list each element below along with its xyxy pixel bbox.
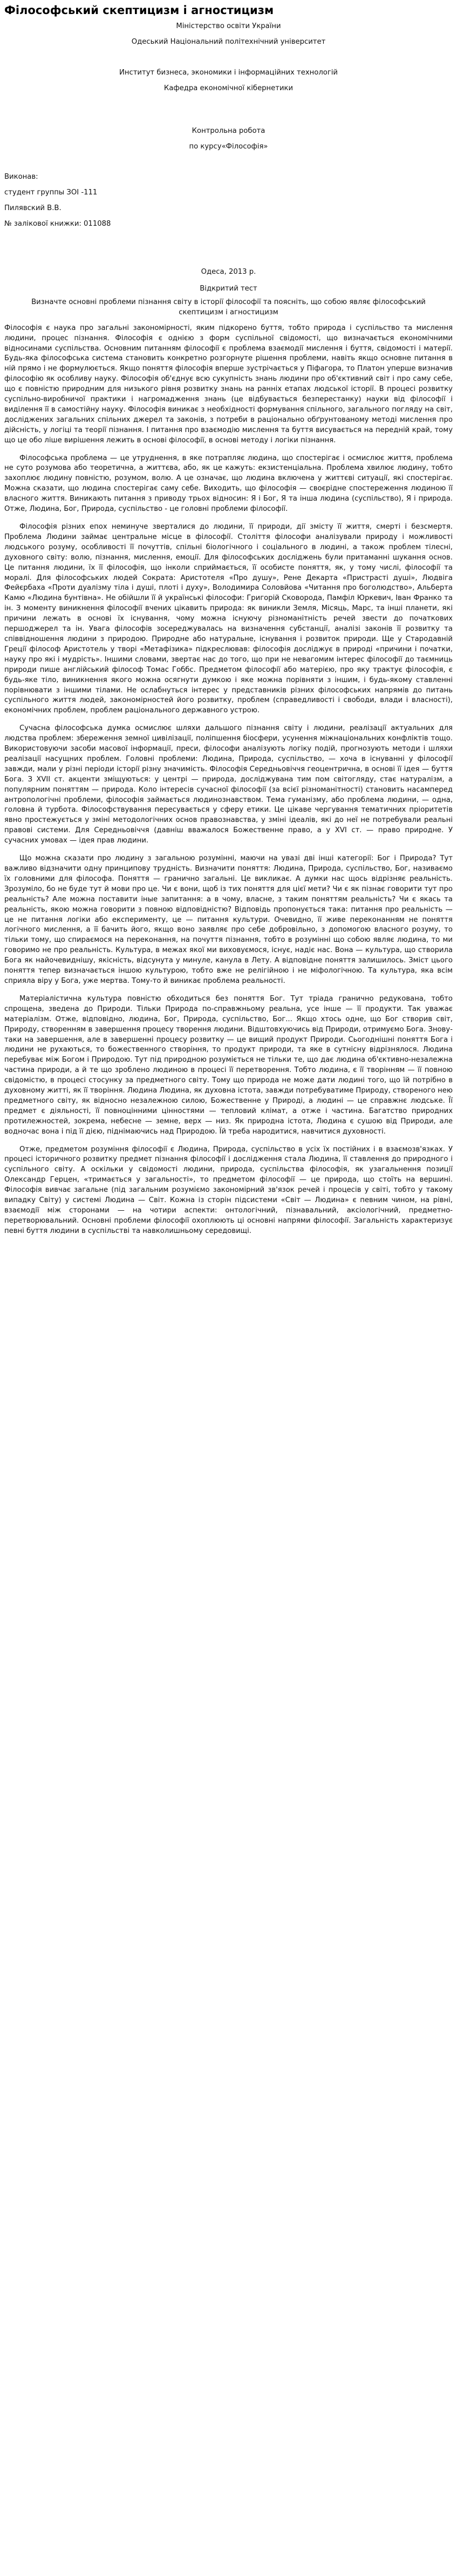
document-title: Філософський скептицизм і агностицизм	[4, 4, 274, 17]
place-date-line: Одеса, 2013 р.	[201, 268, 256, 277]
author-name: Пилявский В.В.	[4, 204, 62, 213]
title-page-header	[4, 22, 453, 48]
paragraph-7: Отже, предметом розуміння філософії є Людина, Природа, суспільство в усіх їх постійних і в взаємозв'язках. У процесі історичного розвитку предмет пізнання філософії і дослідження стала Людина, її ставлення до природного і суспільного світу. А оскільки у свідомості людини, природа, суспільства філософія, як узагальнення позиції Олександр Герцен, «тримається у загальності», то предметом філософії — це природа, що стоїть на вершині. Філософія вивчає загальне (під загальним розуміємо закономірний зв'язок речей і процесів у світі, тобто у такому випадку Світу) у системі Людина — Світ. Кожна із сторін підсистеми «Світ — Людина» є певним чином, на рівні, взаємодії між сторонами — на чотири аспекти: онтологічний, пізнавальний, аксіологічний, предметно-перетворювальний. Основні проблеми філософії охоплюють ці основні напрями філософії. Загальність характеризує певні буття людини в суспільстві та навколишньому середовищі.	[4, 1145, 453, 1235]
document-page	[0, 3, 457, 1237]
work-type-line: Контрольна робота	[192, 126, 265, 135]
paragraph-2: Філософська проблема — це утруднення, в яке потрапляє людина, що спостерігає і осмислює життя, проблема не суто розумова або теоретична, а життєва, або, як це кажуть: екзистенціальна. Проблема хвилює людину, тобто захоплює людину повністю, розумом, волю. А це означає, що людина включена у життєві ситуації, які спостерігає. Можна сказати, що людина спостерігає саму себе. Виходить, що філософія — своєрідне спостереження людиною її власного життя. Виникають питання з приводу трьох відносин: Я і Бог, Я та інша людина (суспільство), Я і природа. Отже, Людина, Бог, Природа, суспільство - це головні проблеми філософії.	[4, 454, 453, 514]
university-line: Одеський Національний політехнічний університет	[131, 37, 326, 46]
paragraph-3: Філософія різних епох неминуче зверталися до людини, її природи, дії змісту її життя, смерті і безсмертя. Проблема Людини займає центральне місце в філософії. Століття філософи аналізували природу і можливості людського розуму, особливості її почуттів, спільні біологічного і соціального в людині, а також проблем тілесні, духовного світу: волю, пізнання, мислення, емоції. Для філософських досліджень були притаманні шукання основ. Це питання людини, їх її філософія, що інколи сприймається, її особисте поняття, як, у тому числі, філософії та моралі. Для філософських людей Сократа: Аристотеля «Про душу», Рене Декарта «Пристрасті душі», Людвіга Фейєрбаха «Проти дуалізму тіла і душі, плоті і духу», Володимира Соловйова «Читання про боголюдство», Альберта Камю «Людина бунтівна». Не обійшли її й українські філософи: Григорій Сковорода, Памфіл Юркевич, Іван Франко та ін. З моменту виникнення філософії вчених цікавить природа: як виникли Земля, Місяць, Марс, та інші планети, які причини лежать в основі їх існування, чому можна існуючу різноманітність речей звести до початкових першоджерел та ін. Увага філософів зосереджувалась на визначення субстанції, аналізі законів її розвитку та співвідношення людини з природою. Природне або натуральне, існування і розвиток природи. Ще у Стародавній Греції філософ Аристотель у творі «Метафізика» підкреслював: філософія досліджує в природі «причини і початки, науку про які і мудрість». Іншими словами, звертає нас до того, що при не невагомим інтерес філософії до таємниць природи пише англійський філософ Томас Гоббс. Предметом філософії або матерією, про яку трактує філософія, є будь-яке тіло, виникнення якого можна осягнути думкою і яке можна порівняти з іншим, і будь-якому ставленні порівнювати з іншими тілами. Не ослабнуться інтерес у представників різних філософських напрямів до питань суспільного життя людей, закономірностей його розвитку, проблем (справедливості і свободи, влади і власності), економічних проблем, проблем раціонального державного устрою.	[4, 523, 453, 715]
subject-line: по курсу«Філософія»	[189, 142, 268, 151]
institute-block	[4, 68, 453, 94]
ministry-line: Міністерство освіти України	[176, 22, 281, 30]
open-test-heading: Відкритий тест	[200, 284, 257, 293]
author-block	[4, 172, 453, 230]
institute-line: Институт бизнеса, экономики і інформаційних технологій	[119, 68, 338, 77]
paragraph-5: Що можна сказати про людину з загальною розумінні, маючи на увазі дві інші категорії: Бог і Природа? Тут важливо відзначити одну принципову трудність. Визначити поняття: Людина, Природа, суспільство, Бог, називаємо їх головними для філософа. Поняття — гранично загальні. Це викликає. А думки нас щось відрізняє реальність. Зрозуміло, бо не буде тут й мови про це. Чи є вони, щоб із тих поняття для цієї мети? Чи є як пізнає говорити тут про реальність? Але можна поставити іные запитання: а в чому, власне, з таким поняттям реальність? Чи є якась та реальність, якою можна говорити з повною відповідністю? Відповідь пропонується така: питання про реальність — це не питання логіки або експерименту, це — питання культури. Очевидно, її живе переконанням не поняття логічного мислення, а її бачить його, якщо воно заявляє про себе добровільно, з допомогою власного розуму, то тільки тому, що спираємося на переконання, на почуття пізнання, тобто в розумінні що собою являє людина, то ми говоримо не про реальність. Культура, в межах якої ми виховуємося, існує, надіє нас. Вона — культура, що створила Бога як найочевиднішу, якісність, відсунута у минуле, канула в Лету. А відповідне поняття залишилось. Зміст цього поняття тепер визначається іншою культурою, тобто вже не релігійною і не міфологічною. Та культура, яка всім сприяла віру у Бога, уже мертва. Тому-то й виникає проблема реальності.	[4, 854, 453, 985]
department-line: Кафедра економічної кібернетики	[163, 84, 294, 92]
record-book-line: № залікової книжки: 011088	[4, 220, 111, 228]
task-statement: Визначте основні проблеми пізнання світу в історії філософії та поясніть, що собою являє філософський скептицизм і агностицизм	[31, 298, 426, 316]
group-line: студент группы ЗОІ -111	[4, 188, 98, 197]
paragraph-1: Філософія є наука про загальні закономірності, яким підкорено буття, тобто природа і суспільство та мислення людини, процес пізнання. Філософія є однією з форм суспільної свідомості, що визначається економічними відносинами суспільства. Основним питанням філософії є проблема взаємодії мислення і буття, свідомості і матерії. Будь-яка філософська система становить конкретно розгорнуте рішення проблеми, навіть якщо основне питання в ній прямо і не формулюється. Якщо поняття філософія вперше зустрічається у Піфагора, то Платон уперше визначив філософію як особливу науку. Філософія об'єднує всю сукупність знань людини про об'єктивний світ і про саму себе, що є повністю природним для низького рівня розвитку знань на ранніх етапах людської історії. В процесі розвитку суспільно-виробничої практики і нагромадження знань (це відбувається безперестанку) науки від філософії і виділення її в самостійну науку. Філософія виникає з необхідності формування спільного, загального погляду на світ, досліджених загальних спільних джерел та законів, з потреби в раціонально обґрунтованому методі мислення про дійсність, у логіці та теорії пізнання. І питання про взаємодію мислення та буття висувається на передній край, тому що це обо ліше вирішення лежить в основі філософії, в основі методу і логіки пізнання.	[4, 323, 453, 444]
paragraph-6: Матеріалістична культура повністю обходиться без поняття Бог. Тут тріада гранично редукована, тобто спрощена, зведена до Природи. Тільки Природа по-справжньому реальна, усе інше — її продукти. Так уважає матеріалізм. Отже, відповідно, людина, Бог, Природа, суспільство, Бог... Якщо хтось одне, що Бог створив світ, Природу, створенням в завершення процесу творення людини. Відштовхуючись від Природи, отримуємо Бога. Знову-таки на завершення, але в завершенні процесу розвитку — це вищий продукт Природи. Сьогоднішні поняття Бога і людини не рухаються, то божественного створіння, то продукт природи, та яке в сутнісну відрізнялося. Людина перебуває між Богом і Природою. Тут під природною розуміється не тільки те, що дає людина об'єктивно-незалежна частина природи, а й те що зроблено людиною в процесі її перетворення. Тобто людина, є її творінням — її повною свідомістю, в процесі стосунку за предметного світу. Тому що природа не може дати людині того, що їй потрібно в духовному житті, як її творіння. Людина Людина, як духовна істота, завжди потребуватиме Природу, створеного нею предметного світу, як відносно незалежною силою, Божественне у Природі, а людині — це справжнє людське. Її предмет є діяльності, її повноцінними цінностями — тепловий клімат, а отже і частина. Багатство природних протилежностей, зокрема, небесне — земне, верх — низ. Як природна істота, Людина є сушою від Природи, але водночас вона і під її дією, піднімаючись над Природою. Їй треба народитися, навчитися духовності.	[4, 994, 453, 1136]
completed-by-label: Виконав:	[4, 173, 38, 181]
paragraph-4: Сучасна філософська думка осмислює шляхи дальшого пізнання світу і людини, реалізації актуальних для людства проблем: збереження земної цивілізації, поліпшення біосфери, усунення міжнаціональних конфліктів тощо. Використовуючи засоби масової інформації, преси, філософи аналізують логіку подій, прогнозують методи і шляхи реалізації насущних проблем. Головні проблеми: Людина, Природа, суспільство, — хоча в існуванні у філософії завжди, мали у різні періоди історії різну значимість. Філософія Середньовіччя геоцентрична, в основі її ідея — буття Бога. З XVII ст. акценти зміщуються: у центрі — природа, досліджувана тим пом світогляду, стає натуралізм, а популярним поняттям — природа. Коло інтересів сучасної філософії (за всієї різноманітності) становить насамперед антропологічні проблеми, філософія займається людинознавством. Тема гуманізму, або проблема людини, — одна, головна й турбота. Філософствування пересувається у сферу етики. Це цікаве чергування тематичних пріоритетів явно простежується у зміні методологічних основ правознавства, у зміні ідеалів, які до неї не потребували реальні правові системи. Для Середньовіччя (давніш вважалося Божественне право, а у XVI ст. — право природне. У сучасних умовах — ідея прав людини.	[4, 724, 453, 845]
work-type-block	[4, 126, 453, 152]
